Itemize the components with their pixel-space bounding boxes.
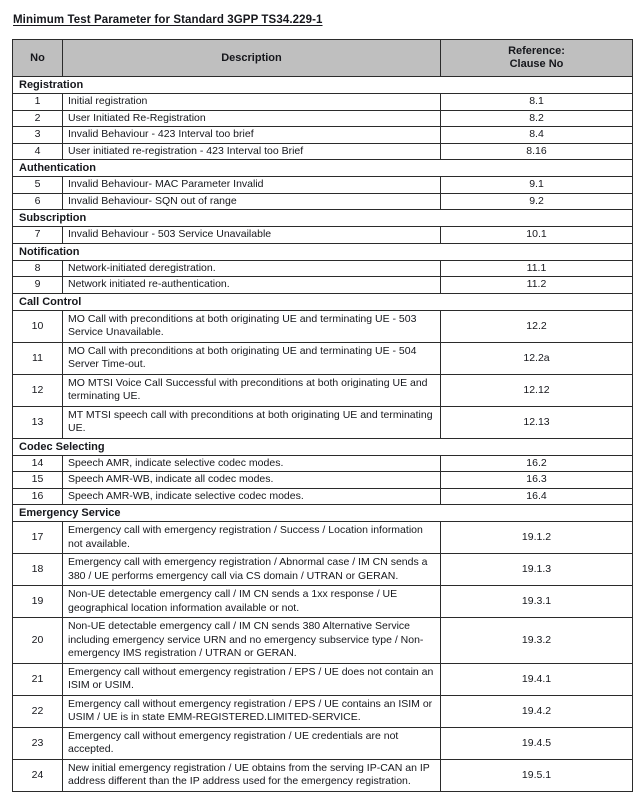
cell-description: MO Call with preconditions at both originating UE and terminating UE - 503 Service Unavailable. (63, 310, 441, 342)
table-row (13, 663, 633, 695)
cell-no: 24 (13, 759, 63, 791)
table-row (13, 618, 633, 664)
table-section-row (13, 210, 633, 227)
cell-no: 9 (13, 277, 63, 294)
table-row (13, 406, 633, 438)
cell-description: Emergency call without emergency registration / UE credentials are not accepted. (63, 727, 441, 759)
cell-description: User Initiated Re-Registration (63, 110, 441, 127)
table-row (13, 260, 633, 277)
cell-description: Emergency call with emergency registration / Abnormal case / IM CN sends a 380 / UE performs emergency call via CS domain / UTRAN or GERAN. (63, 554, 441, 586)
column-header-description: Description (63, 40, 441, 77)
cell-description: Emergency call without emergency registration / EPS / UE does not contain an ISIM or USIM. (63, 663, 441, 695)
table-row (13, 177, 633, 194)
cell-description: New initial emergency registration / UE obtains from the serving IP-CAN an IP address different than the IP address used for the emergency registration. (63, 759, 441, 791)
cell-description: Speech AMR-WB, indicate all codec modes. (63, 472, 441, 489)
cell-reference: 12.2 (441, 310, 633, 342)
section-label: Call Control (13, 293, 633, 310)
cell-description: Non-UE detectable emergency call / IM CN sends 380 Alternative Service including emergency service URN and no emergency subservice type / Non-emergency IMS registration / UTRAN or GERAN. (63, 618, 441, 664)
table-section-row (13, 293, 633, 310)
cell-no: 22 (13, 695, 63, 727)
cell-reference: 9.1 (441, 177, 633, 194)
cell-reference: 19.3.1 (441, 586, 633, 618)
cell-reference: 10.1 (441, 227, 633, 244)
cell-no: 21 (13, 663, 63, 695)
table-row (13, 193, 633, 210)
cell-reference: 19.4.2 (441, 695, 633, 727)
table-row (13, 374, 633, 406)
cell-description: Network-initiated deregistration. (63, 260, 441, 277)
cell-reference: 11.1 (441, 260, 633, 277)
cell-no: 14 (13, 455, 63, 472)
table-header (13, 40, 633, 77)
cell-description: Speech AMR, indicate selective codec modes. (63, 455, 441, 472)
cell-no: 12 (13, 374, 63, 406)
cell-no: 17 (13, 522, 63, 554)
table-header-row (13, 40, 633, 77)
cell-description: MO MTSI Voice Call Successful with preconditions at both originating UE and terminating UE. (63, 374, 441, 406)
table-row (13, 695, 633, 727)
table-section-row (13, 438, 633, 455)
cell-reference: 9.2 (441, 193, 633, 210)
table-row (13, 342, 633, 374)
section-label: Registration (13, 77, 633, 94)
cell-reference: 16.3 (441, 472, 633, 489)
cell-reference: 8.4 (441, 127, 633, 144)
table-row (13, 143, 633, 160)
test-parameter-table (12, 39, 633, 792)
cell-reference: 12.12 (441, 374, 633, 406)
table-row (13, 586, 633, 618)
table-row (13, 127, 633, 144)
cell-reference: 19.1.3 (441, 554, 633, 586)
table-section-row (13, 243, 633, 260)
cell-reference: 8.1 (441, 94, 633, 111)
cell-no: 10 (13, 310, 63, 342)
cell-no: 6 (13, 193, 63, 210)
cell-description: Emergency call without emergency registration / EPS / UE contains an ISIM or USIM / UE is in state EMM-REGISTERED.LIMITED-SERVICE. (63, 695, 441, 727)
table-section-row (13, 77, 633, 94)
cell-no: 5 (13, 177, 63, 194)
cell-description: Non-UE detectable emergency call / IM CN sends a 1xx response / UE geographical location information available or not. (63, 586, 441, 618)
cell-description: Emergency call with emergency registration / Success / Location information not available. (63, 522, 441, 554)
cell-description: Invalid Behaviour- SQN out of range (63, 193, 441, 210)
cell-reference: 19.1.2 (441, 522, 633, 554)
cell-reference: 11.2 (441, 277, 633, 294)
cell-description: MT MTSI speech call with preconditions at both originating UE and terminating UE. (63, 406, 441, 438)
cell-description: Network initiated re-authentication. (63, 277, 441, 294)
cell-no: 20 (13, 618, 63, 664)
column-header-reference-line2: Clause No (509, 58, 564, 70)
section-label: Codec Selecting (13, 438, 633, 455)
table-row (13, 455, 633, 472)
table-row (13, 759, 633, 791)
cell-no: 13 (13, 406, 63, 438)
cell-description: MO Call with preconditions at both originating UE and terminating UE - 504 Server Time-out. (63, 342, 441, 374)
cell-reference: 12.13 (441, 406, 633, 438)
table-row (13, 277, 633, 294)
column-header-reference-line1: Reference: (508, 45, 565, 57)
cell-no: 2 (13, 110, 63, 127)
table-row (13, 310, 633, 342)
cell-reference: 12.2a (441, 342, 633, 374)
cell-no: 4 (13, 143, 63, 160)
table-row (13, 488, 633, 505)
cell-reference: 8.2 (441, 110, 633, 127)
cell-description: Invalid Behaviour - 503 Service Unavailable (63, 227, 441, 244)
table-row (13, 727, 633, 759)
section-label: Notification (13, 243, 633, 260)
table-row (13, 522, 633, 554)
cell-reference: 19.4.1 (441, 663, 633, 695)
section-label: Emergency Service (13, 505, 633, 522)
table-row (13, 94, 633, 111)
column-header-no: No (13, 40, 63, 77)
table-row (13, 472, 633, 489)
table-row (13, 227, 633, 244)
column-header-reference (441, 40, 633, 77)
cell-reference: 8.16 (441, 143, 633, 160)
cell-reference: 19.4.5 (441, 727, 633, 759)
cell-description: User initiated re-registration - 423 Interval too Brief (63, 143, 441, 160)
cell-reference: 16.2 (441, 455, 633, 472)
cell-no: 19 (13, 586, 63, 618)
table-row (13, 110, 633, 127)
cell-no: 7 (13, 227, 63, 244)
cell-reference: 16.4 (441, 488, 633, 505)
cell-no: 3 (13, 127, 63, 144)
page-title: Minimum Test Parameter for Standard 3GPP TS34.229-1 (13, 14, 323, 26)
cell-description: Invalid Behaviour- MAC Parameter Invalid (63, 177, 441, 194)
section-label: Subscription (13, 210, 633, 227)
cell-reference: 19.3.2 (441, 618, 633, 664)
cell-description: Invalid Behaviour - 423 Interval too brief (63, 127, 441, 144)
cell-no: 1 (13, 94, 63, 111)
cell-description: Speech AMR-WB, indicate selective codec modes. (63, 488, 441, 505)
cell-reference: 19.5.1 (441, 759, 633, 791)
cell-no: 23 (13, 727, 63, 759)
section-label: Authentication (13, 160, 633, 177)
cell-no: 16 (13, 488, 63, 505)
cell-no: 8 (13, 260, 63, 277)
table-body (13, 77, 633, 792)
table-section-row (13, 505, 633, 522)
table-section-row (13, 160, 633, 177)
cell-no: 18 (13, 554, 63, 586)
cell-no: 15 (13, 472, 63, 489)
cell-description: Initial registration (63, 94, 441, 111)
table-row (13, 554, 633, 586)
cell-no: 11 (13, 342, 63, 374)
